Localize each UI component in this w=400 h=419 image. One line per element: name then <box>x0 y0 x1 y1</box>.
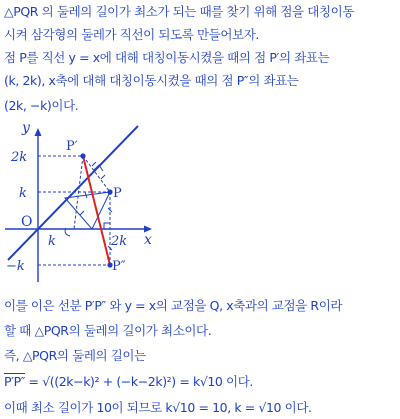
equal-tick-2 <box>101 175 105 179</box>
segment-name: P′P″ <box>4 374 25 389</box>
tick-label-2k-x: 2k <box>111 234 128 249</box>
text-line-7: 할 때 △PQR의 둘레의 길이가 최소이다. <box>4 323 212 338</box>
y-axis-arrow <box>35 128 42 136</box>
text-line-1: △PQR 의 둘레의 길이가 최소가 되는 때를 찾기 위해 점을 대칭이동 <box>4 4 355 19</box>
label-P: P <box>113 186 122 201</box>
tick-label-2k-y: 2k <box>11 150 28 165</box>
text-line-4: (k, 2k), x축에 대해 대칭이동시켰을 때의 점 P″의 좌표는 <box>4 73 299 88</box>
text-line-3: 점 P를 직선 y = x에 대해 대칭이동시켰을 때의 점 P′의 좌표는 <box>4 50 330 65</box>
text-line-8: 즉, △PQR의 둘레의 길이는 <box>4 348 146 363</box>
label-P-dprime: P″ <box>112 259 126 274</box>
segment-Pprime-Pdprime <box>83 156 110 265</box>
coordinate-figure <box>0 119 170 287</box>
y-axis-label: y <box>22 120 30 136</box>
x-axis-label: x <box>144 232 152 248</box>
label-P-prime: P′ <box>66 139 78 154</box>
equal-tick-1 <box>92 162 96 166</box>
equal-tick-6 <box>80 211 84 215</box>
point-P <box>107 189 112 194</box>
tick-label-k-x: k <box>48 234 56 249</box>
triangle-PQR <box>65 192 110 229</box>
origin-label: O <box>21 214 33 230</box>
text-line-6: 이를 이은 선분 P′P″ 와 y = x의 교점을 Q, x축과의 교점을 R이라 <box>4 298 343 313</box>
text-line-2: 시켜 삼각형의 둘레가 직선이 되도록 만들어보자. <box>4 27 259 42</box>
right-angle-mark-bottom <box>104 223 110 229</box>
length-formula: = √((2k−k)² + (−k−2k)²) = k√10 이다. <box>24 374 253 389</box>
tick-label-k-y: k <box>19 186 27 201</box>
text-line-10: 이때 최소 길이가 10이 되므로 k√10 = 10, k = √10 이다. <box>4 400 312 415</box>
text-line-9 <box>4 372 253 390</box>
point-P-prime <box>80 153 85 158</box>
tick-label-neg-k-y: −k <box>6 259 25 274</box>
text-line-5: (2k, −k)이다. <box>4 98 79 113</box>
